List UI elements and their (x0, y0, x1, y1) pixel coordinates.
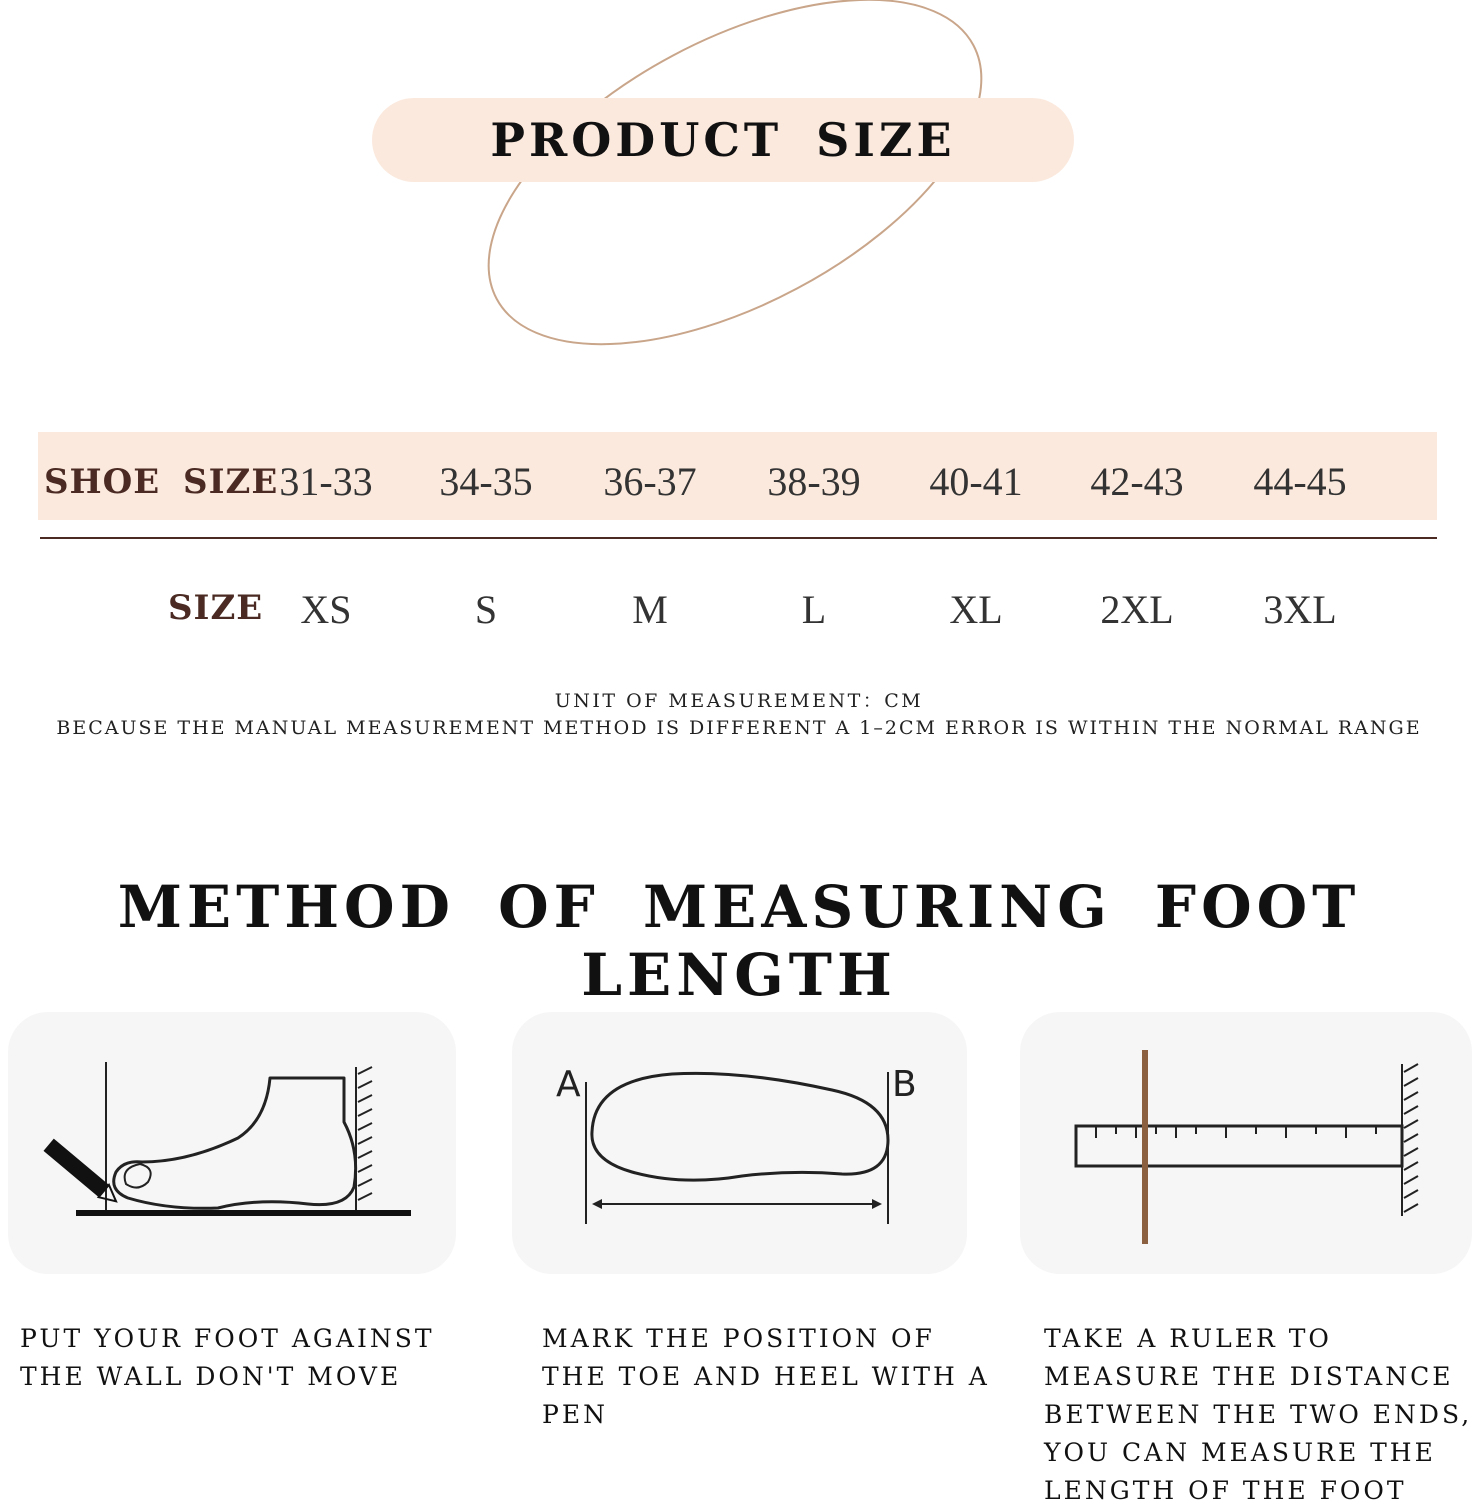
step-text-line: MEASURE THE DISTANCE (1044, 1362, 1454, 1391)
unit-note: UNIT OF MEASUREMENT：CM (554, 690, 924, 712)
table-divider (40, 537, 1437, 539)
step-text-line: BETWEEN THE TWO ENDS, (1044, 1400, 1473, 1429)
step-text-line: THE WALL DON'T MOVE (20, 1362, 402, 1391)
title-banner (372, 98, 1074, 182)
size-cell: S (474, 587, 498, 632)
size-row-label: SIZE (168, 588, 264, 628)
ruler-icon (1020, 1012, 1472, 1274)
shoe-size-cell: 34-35 (439, 459, 533, 504)
step-3-illustration (1020, 1012, 1472, 1274)
page-title: PRODUCT SIZE (490, 113, 956, 167)
point-a-label: A (556, 1064, 581, 1105)
step-text-line: PEN (542, 1400, 608, 1429)
size-cell: 3XL (1263, 587, 1337, 632)
step-text-line: MARK THE POSITION OF (542, 1324, 935, 1353)
point-b-label: B (892, 1064, 917, 1105)
size-cell: M (632, 587, 668, 632)
shoe-size-cell: 38-39 (767, 459, 861, 504)
step-1-text (20, 1320, 435, 1396)
shoe-size-row-label: SHOE SIZE (44, 462, 279, 502)
section-title: METHOD OF MEASURING FOOT LENGTH (117, 873, 1361, 1009)
footprint-outline-icon (512, 1012, 967, 1274)
shoe-size-cell: 31-33 (279, 459, 373, 504)
size-cell: XL (949, 587, 1003, 632)
foot-against-wall-icon (8, 1012, 456, 1274)
step-3-text (1044, 1320, 1472, 1510)
step-text-line: LENGTH OF THE FOOT (1044, 1476, 1407, 1505)
shoe-size-cell: 44-45 (1253, 459, 1347, 504)
step-text-line: THE TOE AND HEEL WITH A (542, 1362, 990, 1391)
step-text-line: TAKE A RULER TO (1044, 1324, 1332, 1353)
size-cell: L (801, 587, 827, 632)
size-cell: 2XL (1100, 587, 1174, 632)
step-text-line: YOU CAN MEASURE THE (1044, 1438, 1436, 1467)
step-2-illustration (512, 1012, 967, 1274)
step-1-illustration (8, 1012, 456, 1274)
step-2-text (542, 1320, 990, 1434)
shoe-size-cell: 42-43 (1090, 459, 1184, 504)
shoe-size-cell: 40-41 (929, 459, 1023, 504)
step-text-line: PUT YOUR FOOT AGAINST (20, 1324, 435, 1353)
shoe-size-cell: 36-37 (603, 459, 697, 504)
error-note: BECAUSE THE MANUAL MEASUREMENT METHOD IS DIFFERENT A 1–2CM ERROR IS WITHIN THE NORMAL RANGE (56, 717, 1422, 739)
size-cell: XS (300, 587, 352, 632)
